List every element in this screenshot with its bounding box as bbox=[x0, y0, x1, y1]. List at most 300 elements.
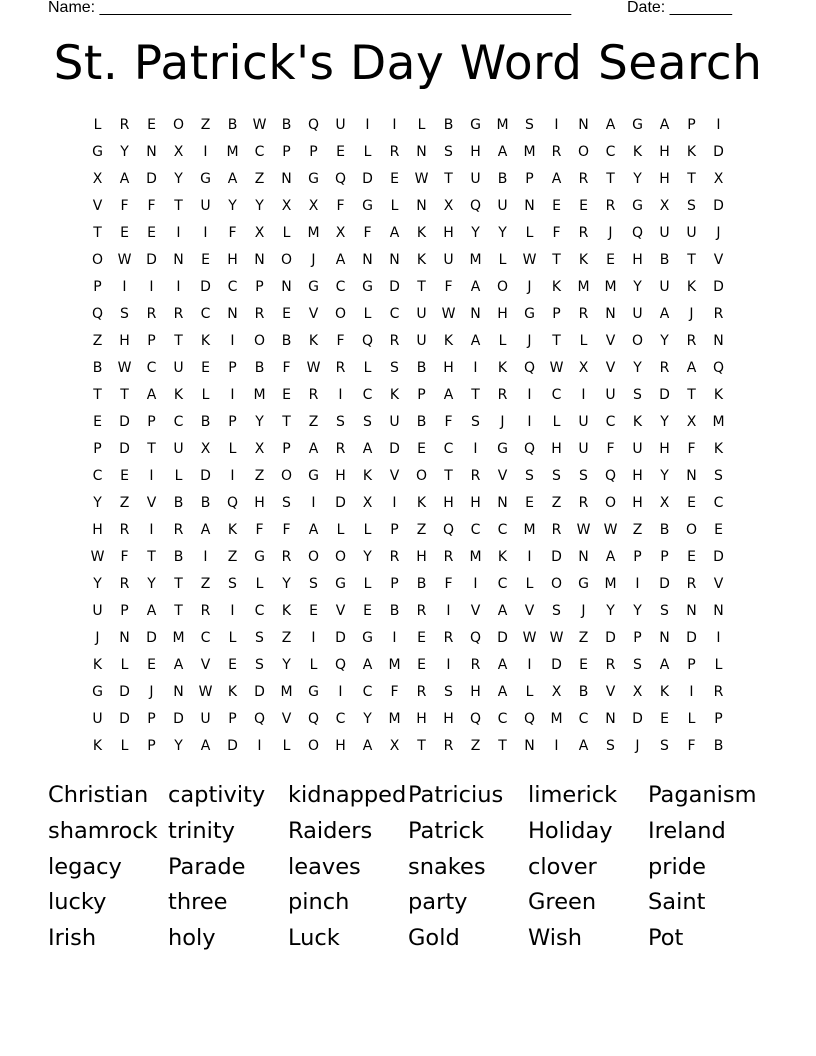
grid-letter: D bbox=[146, 252, 157, 268]
grid-letter: E bbox=[687, 495, 696, 511]
grid-letter: E bbox=[147, 657, 156, 673]
grid-letter: H bbox=[632, 252, 643, 268]
grid-letter: I bbox=[230, 468, 235, 484]
grid-letter: L bbox=[120, 738, 129, 754]
grid-letter: T bbox=[687, 387, 696, 403]
grid-letter: J bbox=[527, 333, 532, 349]
grid-letter: U bbox=[92, 603, 103, 619]
name-field: Name: _____________________________________________________ bbox=[48, 0, 572, 16]
grid-letter: X bbox=[578, 360, 589, 376]
grid-letter: S bbox=[336, 414, 345, 430]
word-item: Luck bbox=[288, 925, 340, 951]
grid-letter: E bbox=[417, 630, 426, 646]
grid-letter: Y bbox=[282, 657, 291, 673]
grid-letter: D bbox=[119, 711, 130, 727]
grid-letter: C bbox=[389, 306, 400, 322]
grid-letter: O bbox=[550, 576, 563, 592]
grid-letter: S bbox=[633, 387, 642, 403]
grid-letter: E bbox=[606, 252, 615, 268]
grid-letter: N bbox=[416, 198, 427, 214]
grid-letter: A bbox=[200, 738, 211, 754]
grid-letter: I bbox=[311, 495, 316, 511]
grid-letter: R bbox=[389, 549, 400, 565]
grid-letter: J bbox=[635, 738, 640, 754]
grid-letter: W bbox=[90, 549, 105, 565]
grid-letter: R bbox=[443, 738, 454, 754]
grid-letter: L bbox=[336, 522, 345, 538]
grid-letter: D bbox=[605, 630, 616, 646]
grid-letter: I bbox=[716, 630, 721, 646]
grid-letter: W bbox=[252, 117, 267, 133]
grid-letter: E bbox=[579, 657, 588, 673]
grid-letter: A bbox=[200, 522, 211, 538]
grid-letter: V bbox=[389, 468, 400, 484]
grid-letter: G bbox=[335, 576, 346, 592]
grid-letter: P bbox=[282, 144, 291, 160]
grid-letter: S bbox=[309, 576, 318, 592]
grid-letter: Y bbox=[633, 279, 642, 295]
grid-letter: N bbox=[578, 117, 589, 133]
grid-letter: M bbox=[604, 279, 617, 295]
grid-letter: E bbox=[687, 549, 696, 565]
grid-letter: E bbox=[417, 657, 426, 673]
grid-letter: S bbox=[444, 684, 453, 700]
grid-letter: L bbox=[228, 630, 237, 646]
grid-letter: N bbox=[173, 684, 184, 700]
grid-letter: C bbox=[200, 306, 211, 322]
grid-letter: U bbox=[416, 306, 427, 322]
grid-letter: D bbox=[119, 414, 130, 430]
grid-letter: C bbox=[578, 711, 589, 727]
grid-letter: U bbox=[632, 306, 643, 322]
grid-letter: K bbox=[416, 495, 427, 511]
grid-letter: F bbox=[282, 522, 291, 538]
grid-letter: C bbox=[335, 711, 346, 727]
grid-letter: K bbox=[686, 144, 697, 160]
grid-letter: K bbox=[389, 387, 400, 403]
grid-letter: H bbox=[227, 252, 238, 268]
grid-letter: M bbox=[496, 117, 509, 133]
grid-letter: A bbox=[686, 360, 697, 376]
grid-letter: D bbox=[713, 144, 724, 160]
grid-letter: L bbox=[174, 468, 183, 484]
grid-letter: L bbox=[498, 252, 507, 268]
grid-letter: H bbox=[632, 468, 643, 484]
grid-letter: T bbox=[687, 252, 696, 268]
page-title: St. Patrick's Day Word Search bbox=[53, 36, 763, 91]
grid-letter: O bbox=[280, 468, 293, 484]
grid-letter: K bbox=[632, 414, 643, 430]
grid-letter: N bbox=[713, 333, 724, 349]
grid-letter: R bbox=[578, 306, 589, 322]
grid-row bbox=[84, 249, 732, 276]
grid-letter: H bbox=[92, 522, 103, 538]
grid-letter: S bbox=[714, 468, 723, 484]
grid-letter: D bbox=[551, 657, 562, 673]
grid-letter: K bbox=[308, 333, 319, 349]
grid-letter: T bbox=[120, 387, 129, 403]
grid-letter: I bbox=[689, 684, 694, 700]
grid-letter: F bbox=[147, 198, 156, 214]
grid-letter: O bbox=[604, 495, 617, 511]
grid-letter: Q bbox=[442, 522, 455, 538]
grid-letter: S bbox=[471, 414, 480, 430]
grid-letter: I bbox=[473, 576, 478, 592]
grid-letter: M bbox=[523, 144, 536, 160]
grid-letter: R bbox=[254, 306, 265, 322]
grid-letter: X bbox=[686, 414, 697, 430]
word-item: Parade bbox=[168, 853, 246, 880]
grid-letter: B bbox=[659, 522, 670, 538]
grid-letter: W bbox=[306, 360, 321, 376]
grid-letter: D bbox=[497, 630, 508, 646]
header-line bbox=[48, 0, 740, 18]
grid-letter: G bbox=[92, 684, 103, 700]
grid-letter: K bbox=[632, 144, 643, 160]
grid-letter: Y bbox=[633, 603, 642, 619]
grid-letter: M bbox=[388, 711, 401, 727]
grid-letter: E bbox=[282, 387, 291, 403]
grid-letter: C bbox=[497, 522, 508, 538]
grid-letter: A bbox=[497, 657, 508, 673]
word-item: Saint bbox=[648, 889, 706, 916]
grid-letter: A bbox=[362, 738, 373, 754]
grid-letter: F bbox=[606, 441, 615, 457]
grid-letter: I bbox=[230, 387, 235, 403]
grid-letter: V bbox=[605, 333, 616, 349]
grid-letter: V bbox=[200, 657, 211, 673]
grid-letter: I bbox=[527, 549, 532, 565]
grid-letter: H bbox=[551, 441, 562, 457]
grid-letter: K bbox=[173, 387, 184, 403]
grid-letter: F bbox=[444, 279, 453, 295]
grid-letter: P bbox=[147, 738, 156, 754]
grid-letter: I bbox=[203, 225, 208, 241]
grid-letter: R bbox=[119, 576, 130, 592]
grid-letter: D bbox=[227, 738, 238, 754]
grid-letter: Q bbox=[91, 306, 104, 322]
grid-letter: M bbox=[280, 684, 293, 700]
grid-letter: P bbox=[714, 711, 723, 727]
grid-letter: T bbox=[552, 252, 561, 268]
grid-letter: L bbox=[363, 576, 372, 592]
grid-letter: G bbox=[362, 279, 373, 295]
grid-letter: S bbox=[120, 306, 129, 322]
grid-letter: H bbox=[443, 495, 454, 511]
grid-letter: N bbox=[389, 252, 400, 268]
grid-letter: N bbox=[470, 306, 481, 322]
grid-letter: P bbox=[228, 414, 237, 430]
grid-letter: R bbox=[686, 576, 697, 592]
grid-letter: U bbox=[200, 711, 211, 727]
word-item: Patrick bbox=[408, 817, 485, 844]
grid-letter: E bbox=[228, 657, 237, 673]
grid-letter: Y bbox=[174, 738, 183, 754]
grid-letter: N bbox=[686, 468, 697, 484]
grid-letter: I bbox=[338, 684, 343, 700]
grid-letter: D bbox=[146, 630, 157, 646]
grid-letter: S bbox=[579, 468, 588, 484]
grid-letter: S bbox=[525, 468, 534, 484]
word-item: pinch bbox=[288, 889, 350, 916]
grid-letter: O bbox=[307, 549, 320, 565]
grid-letter: Z bbox=[227, 549, 238, 565]
grid-letter: L bbox=[498, 333, 507, 349]
grid-row bbox=[84, 735, 732, 762]
grid-letter: G bbox=[308, 171, 319, 187]
grid-letter: E bbox=[336, 144, 345, 160]
grid-letter: C bbox=[497, 576, 508, 592]
grid-letter: H bbox=[443, 360, 454, 376]
grid-letter: X bbox=[389, 738, 400, 754]
grid-letter: T bbox=[687, 171, 696, 187]
grid-letter: Q bbox=[631, 225, 644, 241]
word-item: snakes bbox=[408, 853, 486, 880]
grid-letter: F bbox=[282, 360, 291, 376]
grid-row bbox=[84, 168, 732, 195]
grid-letter: I bbox=[230, 333, 235, 349]
grid-letter: V bbox=[92, 198, 103, 214]
grid-letter: R bbox=[443, 549, 454, 565]
grid-letter: L bbox=[417, 117, 426, 133]
grid-letter: J bbox=[311, 252, 316, 268]
grid-letter: P bbox=[390, 522, 399, 538]
grid-letter: O bbox=[307, 738, 320, 754]
grid-letter: K bbox=[551, 279, 562, 295]
grid-letter: I bbox=[716, 117, 721, 133]
grid-letter: C bbox=[335, 279, 346, 295]
grid-letter: Z bbox=[632, 522, 643, 538]
grid-letter: H bbox=[659, 441, 670, 457]
grid-letter: R bbox=[173, 522, 184, 538]
word-item: lucky bbox=[48, 889, 107, 916]
grid-letter: Q bbox=[712, 360, 725, 376]
grid-letter: N bbox=[524, 738, 535, 754]
grid-letter: Y bbox=[255, 414, 264, 430]
grid-letter: V bbox=[713, 252, 724, 268]
grid-row bbox=[84, 519, 732, 546]
grid-letter: L bbox=[525, 225, 534, 241]
grid-letter: L bbox=[525, 684, 534, 700]
grid-letter: F bbox=[444, 576, 453, 592]
grid-row bbox=[84, 708, 732, 735]
grid-letter: R bbox=[389, 144, 400, 160]
word-item: Christian bbox=[48, 782, 149, 808]
grid-letter: U bbox=[659, 225, 670, 241]
grid-letter: A bbox=[578, 738, 589, 754]
grid-row bbox=[84, 357, 732, 384]
word-item: Holiday bbox=[528, 817, 613, 844]
grid-letter: L bbox=[363, 144, 372, 160]
grid-letter: T bbox=[93, 387, 102, 403]
grid-letter: R bbox=[119, 522, 130, 538]
grid-letter: A bbox=[335, 252, 346, 268]
grid-letter: X bbox=[281, 198, 292, 214]
grid-letter: E bbox=[120, 468, 129, 484]
grid-letter: X bbox=[92, 171, 103, 187]
grid-letter: P bbox=[309, 144, 318, 160]
grid-letter: S bbox=[444, 144, 453, 160]
grid-letter: D bbox=[713, 549, 724, 565]
grid-letter: A bbox=[497, 684, 508, 700]
grid-letter: H bbox=[335, 738, 346, 754]
grid-letter: V bbox=[470, 603, 481, 619]
grid-letter: P bbox=[417, 387, 426, 403]
grid-letter: X bbox=[551, 684, 562, 700]
grid-letter: D bbox=[686, 630, 697, 646]
grid-letter: D bbox=[632, 711, 643, 727]
grid-letter: H bbox=[470, 495, 481, 511]
grid-letter: K bbox=[686, 279, 697, 295]
grid-letter: T bbox=[147, 441, 156, 457]
grid-letter: Q bbox=[253, 711, 266, 727]
word-item: limerick bbox=[528, 782, 618, 808]
grid-letter: Q bbox=[604, 468, 617, 484]
grid-row bbox=[84, 546, 732, 573]
grid-row bbox=[84, 681, 732, 708]
grid-letter: E bbox=[201, 360, 210, 376]
grid-letter: P bbox=[93, 279, 102, 295]
grid-letter: E bbox=[120, 225, 129, 241]
grid-letter: S bbox=[363, 414, 372, 430]
grid-letter: Y bbox=[633, 360, 642, 376]
grid-letter: L bbox=[201, 387, 210, 403]
word-item: Paganism bbox=[648, 782, 757, 808]
grid-letter: O bbox=[91, 252, 104, 268]
grid-letter: V bbox=[146, 495, 157, 511]
grid-letter: J bbox=[689, 306, 694, 322]
grid-letter: D bbox=[713, 198, 724, 214]
grid-letter: L bbox=[309, 657, 318, 673]
grid-row bbox=[84, 114, 732, 141]
grid-letter: I bbox=[230, 603, 235, 619]
grid-letter: Q bbox=[469, 630, 482, 646]
grid-letter: U bbox=[173, 441, 184, 457]
grid-letter: I bbox=[392, 117, 397, 133]
grid-letter: F bbox=[120, 198, 129, 214]
grid-letter: U bbox=[443, 252, 454, 268]
grid-letter: G bbox=[200, 171, 211, 187]
grid-letter: R bbox=[200, 603, 211, 619]
grid-letter: O bbox=[334, 549, 347, 565]
grid-letter: I bbox=[473, 441, 478, 457]
grid-letter: P bbox=[120, 603, 129, 619]
grid-letter: Z bbox=[470, 738, 481, 754]
grid-letter: P bbox=[633, 630, 642, 646]
grid-letter: L bbox=[552, 414, 561, 430]
grid-letter: W bbox=[117, 252, 132, 268]
grid-letter: C bbox=[362, 387, 373, 403]
grid-letter: X bbox=[200, 441, 211, 457]
grid-letter: K bbox=[92, 738, 103, 754]
grid-row bbox=[84, 465, 732, 492]
grid-letter: E bbox=[714, 522, 723, 538]
grid-letter: M bbox=[712, 414, 725, 430]
word-item: captivity bbox=[168, 782, 266, 808]
grid-letter: D bbox=[389, 279, 400, 295]
grid-letter: F bbox=[336, 333, 345, 349]
grid-letter: W bbox=[414, 171, 429, 187]
grid-letter: K bbox=[443, 333, 454, 349]
grid-letter: C bbox=[362, 684, 373, 700]
grid-letter: C bbox=[254, 603, 265, 619]
grid-letter: Q bbox=[307, 711, 320, 727]
grid-row bbox=[84, 222, 732, 249]
grid-letter: B bbox=[659, 252, 670, 268]
grid-row bbox=[84, 492, 732, 519]
grid-letter: T bbox=[174, 603, 183, 619]
grid-letter: A bbox=[470, 333, 481, 349]
grid-letter: H bbox=[416, 549, 427, 565]
grid-letter: F bbox=[363, 225, 372, 241]
grid-letter: Q bbox=[469, 711, 482, 727]
grid-letter: W bbox=[441, 306, 456, 322]
grid-letter: S bbox=[282, 495, 291, 511]
grid-letter: A bbox=[308, 522, 319, 538]
grid-letter: S bbox=[255, 657, 264, 673]
grid-letter: E bbox=[282, 306, 291, 322]
grid-letter: G bbox=[308, 279, 319, 295]
grid-letter: C bbox=[227, 279, 238, 295]
grid-letter: T bbox=[282, 414, 291, 430]
grid-letter: L bbox=[282, 225, 291, 241]
grid-letter: X bbox=[659, 495, 670, 511]
grid-letter: Y bbox=[660, 468, 669, 484]
grid-letter: T bbox=[417, 738, 426, 754]
grid-letter: G bbox=[497, 441, 508, 457]
grid-letter: H bbox=[470, 684, 481, 700]
grid-letter: G bbox=[308, 468, 319, 484]
grid-row bbox=[84, 627, 732, 654]
grid-letter: Y bbox=[471, 225, 480, 241]
grid-letter: U bbox=[578, 414, 589, 430]
grid-letter: D bbox=[362, 171, 373, 187]
grid-letter: R bbox=[281, 549, 292, 565]
grid-letter: L bbox=[93, 117, 102, 133]
grid-letter: K bbox=[362, 468, 373, 484]
grid-letter: H bbox=[659, 171, 670, 187]
grid-letter: J bbox=[581, 603, 586, 619]
word-item: Pot bbox=[648, 925, 684, 951]
grid-letter: H bbox=[119, 333, 130, 349]
grid-letter: I bbox=[446, 657, 451, 673]
grid-letter: G bbox=[254, 549, 265, 565]
grid-letter: U bbox=[605, 387, 616, 403]
grid-row bbox=[84, 411, 732, 438]
grid-letter: A bbox=[470, 279, 481, 295]
grid-letter: U bbox=[497, 198, 508, 214]
grid-letter: D bbox=[146, 171, 157, 187]
grid-letter: E bbox=[147, 225, 156, 241]
grid-letter: N bbox=[254, 252, 265, 268]
grid-row bbox=[84, 600, 732, 627]
grid-letter: N bbox=[281, 171, 292, 187]
grid-letter: X bbox=[335, 225, 346, 241]
grid-letter: I bbox=[554, 117, 559, 133]
grid-letter: U bbox=[389, 414, 400, 430]
grid-letter: T bbox=[417, 279, 426, 295]
grid-letter: O bbox=[577, 144, 590, 160]
grid-letter: Y bbox=[363, 549, 372, 565]
grid-letter: P bbox=[147, 414, 156, 430]
grid-letter: C bbox=[200, 630, 211, 646]
grid-letter: N bbox=[686, 603, 697, 619]
grid-letter: I bbox=[257, 738, 262, 754]
grid-letter: H bbox=[416, 711, 427, 727]
grid-letter: F bbox=[444, 414, 453, 430]
grid-letter: W bbox=[522, 630, 537, 646]
grid-letter: Z bbox=[92, 333, 103, 349]
